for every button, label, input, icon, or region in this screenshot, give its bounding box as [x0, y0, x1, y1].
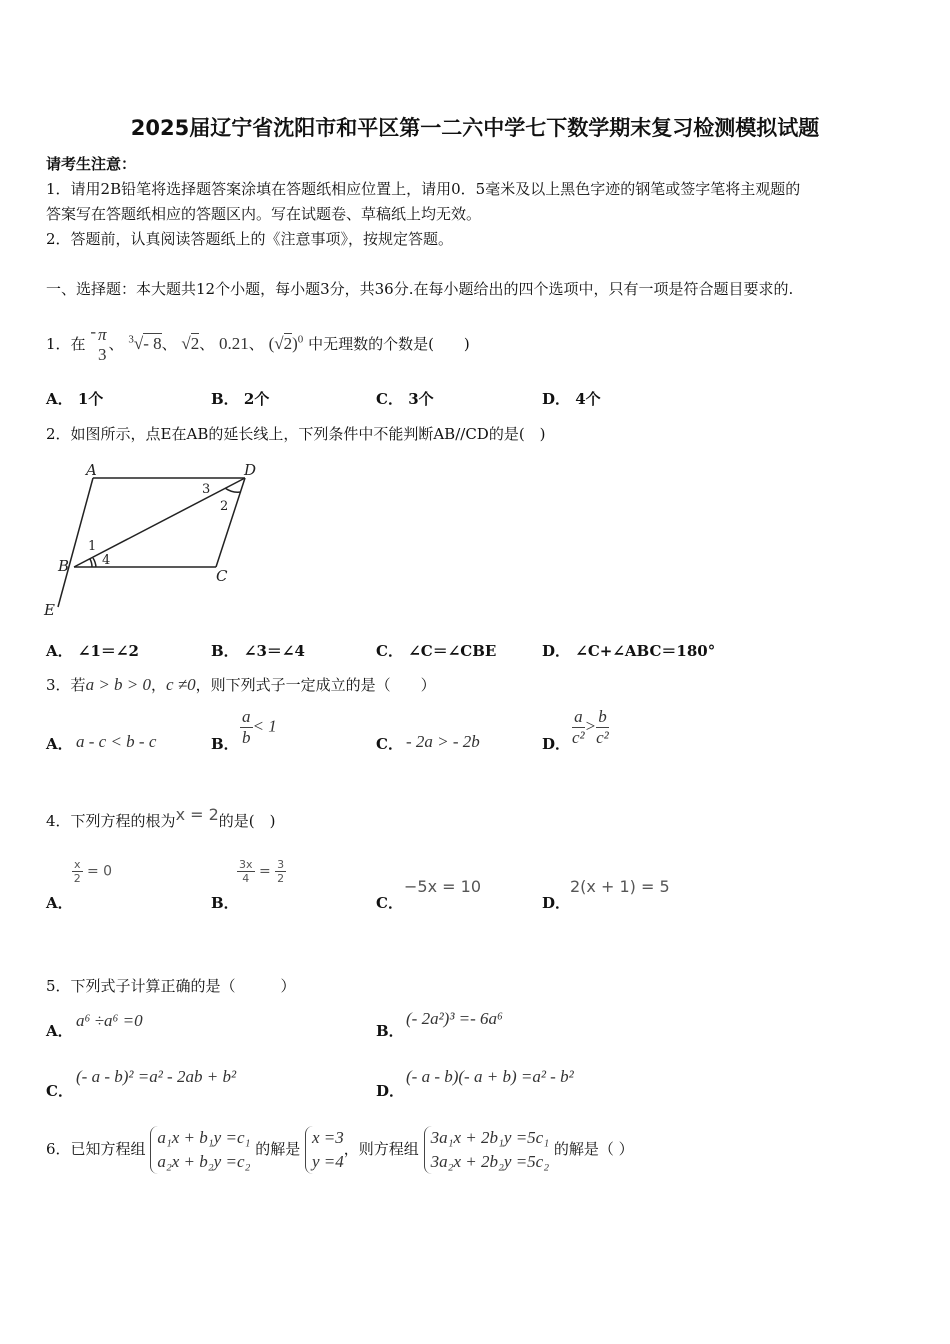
q3-post: ，则下列式子一定成立的是（ ） [195, 676, 436, 694]
q5-option-d-letter: D． [376, 1082, 405, 1100]
q6-system-1: a₁x + b₁y =c₁ a₂x + b₂y =c₂ [150, 1126, 250, 1174]
notice-line2: 2．答题前，认真阅读答题纸上的《注意事项》，按规定答题。 [46, 230, 454, 248]
q1-power-zero: $(√2)^0$ [268, 333, 304, 353]
point-c-label: C [216, 567, 228, 585]
parallelogram-figure [38, 455, 268, 620]
angle-4-label: 4 [102, 553, 111, 568]
question-4 [46, 805, 276, 831]
point-a-label: A [86, 461, 97, 479]
q4-root: x = 2 [175, 805, 219, 824]
segment-bd [74, 478, 245, 567]
q3-condition-1: a > b > 0 [85, 675, 152, 694]
q3-option-b: $\frac{a}{b}$ < 1 [242, 707, 277, 747]
q5-option-c-letter: C． [46, 1082, 73, 1100]
notice-line1a: 1．请用2B铅笔将选择题答案涂填在答题纸相应位置上，请用0．5毫米及以上黑色字迹的钢笔或签字笔将主观题的 [46, 180, 801, 198]
q3-pre: 若 [70, 676, 86, 694]
q5-option-b-letter: B． [376, 1022, 404, 1040]
section-heading: 一、选择题：本大题共12个小题，每小题3分，共36分.在每小题给出的四个选项中，只有一项是符合题目要求的. [46, 280, 794, 298]
point-e-label: E [44, 601, 55, 619]
q2-option-a: A． ∠1＝∠2 [46, 642, 139, 660]
q3-option-a-letter: A． [46, 735, 73, 753]
q1-fraction-pi-over-3: π 3 [98, 325, 107, 364]
q1-sep: 、 [248, 335, 264, 353]
q5-option-a-letter: A． [46, 1022, 73, 1040]
q5-option-d: (- a - b)(- a + b) =a² - b² [406, 1067, 574, 1086]
q1-cube-root: $^3$√- 8 [128, 333, 162, 353]
arc-angle-3 [225, 488, 241, 492]
q1-option-b: B． 2个 [211, 390, 270, 408]
q4-option-c-letter: C． [376, 894, 403, 912]
question-2: 2．如图所示，点E在AB的延长线上，下列条件中不能判断AB//CD的是( ) [46, 425, 546, 443]
q3-option-a: a - c < b - c [76, 732, 157, 751]
q1-option-a: A． 1个 [46, 390, 104, 408]
q3-option-b-letter: B． [211, 735, 239, 753]
q3-option-d: $\frac{a}{\text{c²}}$ > $\frac{b}{\text{c²}}$ [572, 707, 609, 747]
question-5: 5．下列式子计算正确的是（ ） [46, 977, 296, 995]
q5-option-b: (- 2a²)³ =- 6a⁶ [406, 1009, 503, 1028]
q4-pre: 下列方程的根为 [70, 812, 176, 830]
q1-decimal: 0.21 [219, 334, 249, 353]
q4-option-a-letter: A． [46, 894, 73, 912]
q3-comma: ， [151, 676, 167, 694]
q3-number: 3． [46, 676, 71, 694]
q3-option-c-letter: C． [376, 735, 403, 753]
page-title: 2025届辽宁省沈阳市和平区第一二六中学七下数学期末复习检测模拟试题 [130, 116, 820, 140]
q1-pre: 在 [70, 335, 86, 353]
q6-pre: 已知方程组 [70, 1140, 146, 1158]
point-b-label: B [58, 557, 70, 575]
q4-number: 4． [46, 812, 71, 830]
q1-post: 中无理数的个数是( ) [308, 335, 470, 353]
q4-option-d-letter: D． [542, 894, 571, 912]
q1-sep: 、 [108, 335, 124, 353]
q4-option-b: $\frac{3x}{4}$ = $\frac{3}{2}$ [239, 858, 285, 885]
q1-sep: 、 [199, 335, 215, 353]
arc-angle-1 [90, 559, 92, 567]
q1-square-root: √2 [181, 334, 200, 353]
q6-system-2: 3a₁x + 2b₁y =5c₁ 3a₂x + 2b₂y =5c₂ [424, 1126, 550, 1174]
q1-number: 1． [46, 335, 71, 353]
q6-mid-2: ，则方程组 [343, 1140, 419, 1158]
question-1 [46, 322, 470, 365]
q4-option-a: $\frac{x}{2}$ = 0 [73, 858, 113, 885]
q1-option-c: C． 3个 [376, 390, 434, 408]
point-d-label: D [244, 461, 257, 479]
q5-option-a: a⁶ ÷a⁶ =0 [76, 1011, 143, 1030]
q6-solution: x =3 y =4 [305, 1126, 344, 1174]
question-6 [46, 1126, 634, 1174]
q4-option-d: 2(x + 1) = 5 [570, 877, 670, 896]
q6-mid-1: 的解是 [255, 1140, 301, 1158]
q3-condition-2: c ≠0 [166, 675, 196, 694]
q1-option-d: D． 4个 [542, 390, 601, 408]
angle-1-label: 1 [88, 539, 97, 554]
q2-option-d: D． ∠C+∠ABC＝180° [542, 642, 716, 660]
q4-option-b-letter: B． [211, 894, 239, 912]
q2-option-c: C． ∠C＝∠CBE [376, 642, 497, 660]
angle-2-label: 2 [220, 499, 229, 514]
q5-option-c: (- a - b)² =a² - 2ab + b² [76, 1067, 237, 1086]
q3-option-c: - 2a > - 2b [406, 732, 480, 751]
q2-option-b: B． ∠3＝∠4 [211, 642, 305, 660]
notice-line1b: 答案写在答题纸相应的答题区内。写在试题卷、草稿纸上均无效。 [46, 205, 482, 223]
q6-post: 的解是（ ） [553, 1140, 634, 1158]
q4-option-c: −5x = 10 [404, 877, 481, 896]
notice-heading: 请考生注意： [46, 155, 137, 173]
arc-angle-4 [93, 558, 96, 567]
q6-number: 6． [46, 1140, 71, 1158]
q4-post: 的是( ) [218, 812, 276, 830]
q1-negative-sign: - [90, 322, 97, 341]
question-3 [46, 674, 436, 695]
q3-option-d-letter: D． [542, 735, 571, 753]
angle-3-label: 3 [202, 482, 211, 497]
q1-sep: 、 [161, 335, 177, 353]
